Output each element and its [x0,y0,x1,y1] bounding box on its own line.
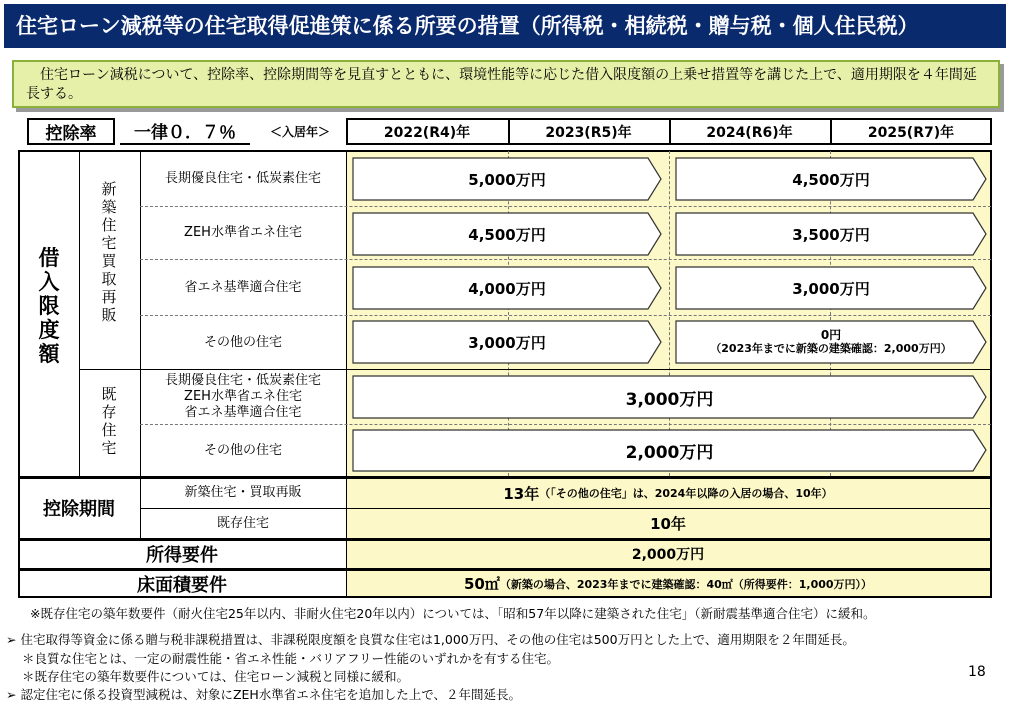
borrow-limit-label: 借入限度額 [38,246,60,366]
arrow-existing-2 [352,429,987,472]
income-value: 2,000万円 [631,547,705,563]
new-housing-label: 新築住宅 買取再販 [101,180,132,324]
category-existing-line2: ZEH水準省エネ住宅 [184,389,302,404]
arrow-new-1-first [352,157,662,201]
arrow-new-2-first [352,212,662,256]
category-existing-line3: 省エネ基準適合住宅 [184,405,302,420]
rate-value: 一律０．７％ [120,118,250,145]
value-new-4-second-note: （2023年までに新築の建築確認：2,000万円） [710,342,952,355]
floor-label: 床面積要件 [137,574,227,596]
note-existing-age: ＊既存住宅の築年数要件については、住宅ローン減税と同様に緩和。 [22,669,410,684]
period-label: 控除期間 [43,499,115,520]
year-header-2023: 2023(R5)年 [545,124,632,141]
value-new-2-second: 3,500万円 [792,225,870,244]
year-header-2025: 2025(R7)年 [867,124,955,141]
value-existing-2: 2,000万円 [625,443,714,463]
summary-box: 住宅ローン減税について、控除率、控除期間等を見直すとともに、環境性能等に応じた借入限度額の上乗せ措置等を講じた上で、適用期限を４年間延長する。 [12,60,1000,108]
existing-housing-label: 既存住宅 [101,385,117,457]
value-new-1-first: 5,000万円 [468,170,546,189]
category-existing-line1: 長期優良住宅・低炭素住宅 [164,373,321,388]
category-existing-certified [140,370,346,424]
period-new-value [346,478,990,508]
category-other-new: その他の住宅 [203,334,282,350]
value-new-3-second: 3,000万円 [792,279,870,298]
arrow-new-3-first [352,266,662,310]
value-new-3-first: 4,000万円 [468,279,546,298]
value-new-4-second: 0円 [820,328,842,342]
year-label: ＜入居年＞ [269,125,330,139]
arrow-new-4-first [352,320,662,364]
arrow-new-3-second [675,266,987,310]
arrow-existing-1 [352,375,987,419]
arrow-new-1-second [675,157,987,201]
page-title: 住宅ローン減税等の住宅取得促進策に係る所要の措置（所得税・相続税・贈与税・個人住民税） [4,4,1006,48]
note-investment-tax: ➢ 認定住宅に係る投資型減税は、対象にZEH水準省エネ住宅を追加した上で、２年間延長。 [6,687,522,702]
arrow-new-2-second [675,212,987,256]
income-label: 所得要件 [146,545,218,566]
period-existing-category: 既存住宅 [216,515,269,531]
arrow-new-4-second [675,320,987,364]
floor-value [346,570,990,597]
note-gift-tax: ➢ 住宅取得等資金に係る贈与税非課税措置は、非課税限度額を良質な住宅は1,000万円、その他の住宅は500万円とした上で、適用期限を２年間延長。 [6,632,855,647]
value-existing-1: 3,000万円 [625,389,714,410]
value-new-1-second: 4,500万円 [792,170,870,189]
note-good-housing: ＊良質な住宅とは、一定の耐震性能・省エネ性能・バリアフリー性能のいずれかを有する住宅。 [22,651,560,666]
value-new-4-first: 3,000万円 [468,333,546,352]
floor-area: 50㎡ [463,575,500,593]
year-header-2024: 2024(R6)年 [706,124,793,141]
period-new-category: 新築住宅・買取再販 [184,485,302,500]
category-energy-standard: 省エネ基準適合住宅 [184,279,302,295]
value-new-2-first: 4,500万円 [468,225,546,244]
year-header-2022: 2022(R4)年 [383,124,471,141]
period-existing-value: 10年 [650,515,686,533]
floor-note: （新築の場合、2023年までに建築確認：40㎡（所得要件：1,000万円）） [499,577,873,591]
page-number: 18 [968,664,986,680]
category-other-existing: その他の住宅 [203,442,282,458]
table-note: ※既存住宅の築年数要件（耐火住宅25年以内、非耐火住宅20年以内）については、「昭和57年以降に建築された住宅」（新耐震基準適合住宅）に緩和。 [30,606,876,621]
category-long-term-lowcarbon: 長期優良住宅・低炭素住宅 [164,171,321,186]
rate-label: 控除率 [27,118,115,145]
category-zeh: ZEH水準省エネ住宅 [184,225,302,240]
period-new-years: 13年 [503,484,540,503]
period-new-note: （「その他の住宅」は、2024年以降の入居の場合、10年） [539,487,833,500]
